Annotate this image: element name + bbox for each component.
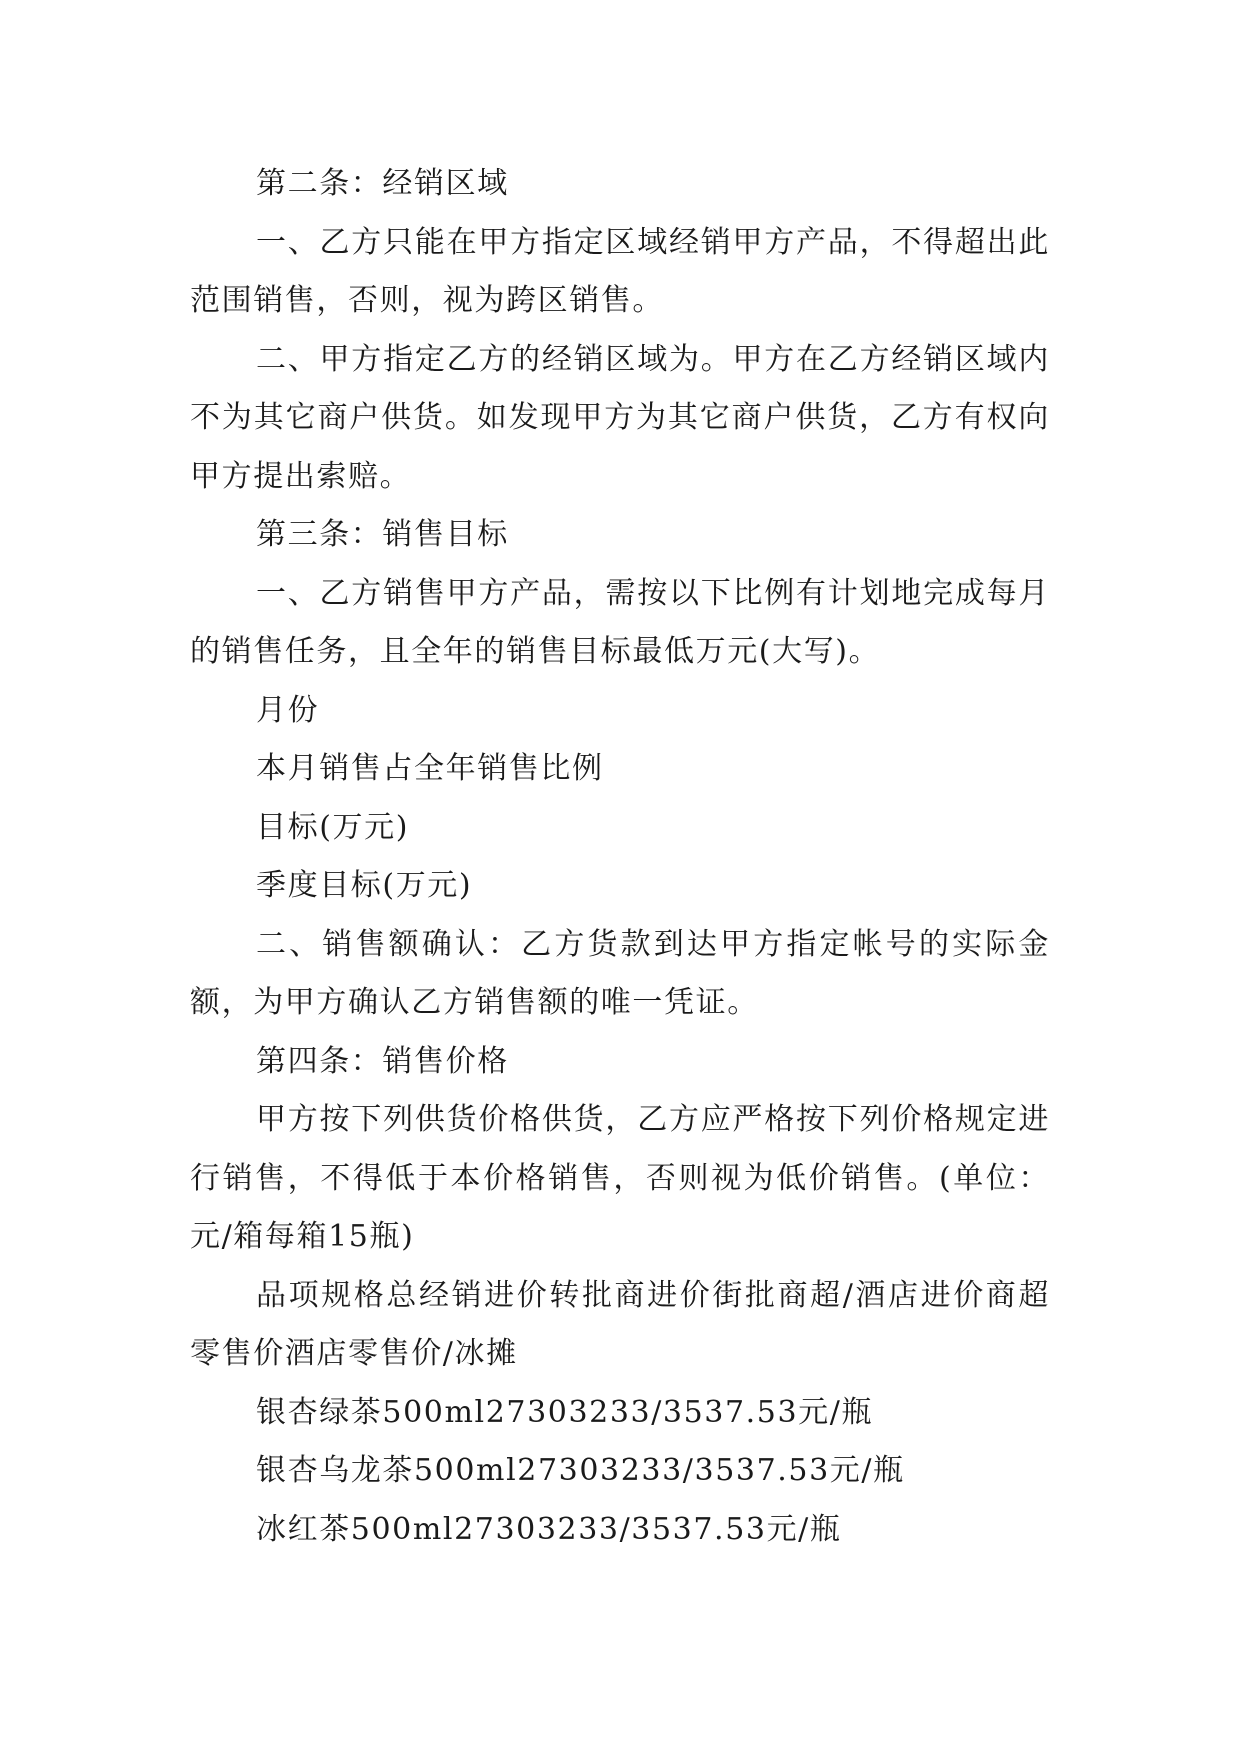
table-label-month: 月份: [256, 692, 320, 728]
document-body: [190, 155, 1050, 1559]
heading-article-2: 第二条：经销区域: [256, 166, 509, 201]
paragraph: 二、销售额确认：乙方货款到达甲方指定帐号的实际金额，为甲方确认乙方销售额的唯一凭证。: [190, 926, 1050, 1020]
paragraph: 甲方按下列供货价格供货，乙方应严格按下列价格规定进行销售，不得低于本价格销售，否则视为低价销售。(单位：元/箱每箱15瓶): [190, 1102, 1050, 1254]
paragraph: 二、甲方指定乙方的经销区域为。甲方在乙方经销区域内不为其它商户供货。如发现甲方为其它商户供货，乙方有权向甲方提出索赔。: [190, 341, 1050, 494]
price-row: 银杏绿茶500ml27303233/3537.53元/瓶: [256, 1394, 874, 1430]
heading-article-4: 第四条：销售价格: [256, 1043, 509, 1079]
table-label-ratio: 本月销售占全年销售比例: [256, 751, 604, 786]
table-label-target: 目标(万元): [256, 809, 410, 845]
paragraph: 一、乙方只能在甲方指定区域经销甲方产品，不得超出此范围销售，否则，视为跨区销售。: [190, 224, 1050, 318]
price-table-header: 品项规格总经销进价转批商进价街批商超/酒店进价商超零售价酒店零售价/冰摊: [190, 1277, 1050, 1371]
price-row: 冰红茶500ml27303233/3537.53元/瓶: [256, 1511, 842, 1547]
price-row: 银杏乌龙茶500ml27303233/3537.53元/瓶: [256, 1453, 905, 1488]
heading-article-3: 第三条：销售目标: [256, 517, 509, 552]
paragraph: 一、乙方销售甲方产品，需按以下比例有计划地完成每月的销售任务，且全年的销售目标最低万元(大写)。: [190, 575, 1050, 669]
table-label-quarter-target: 季度目标(万元): [256, 868, 473, 903]
